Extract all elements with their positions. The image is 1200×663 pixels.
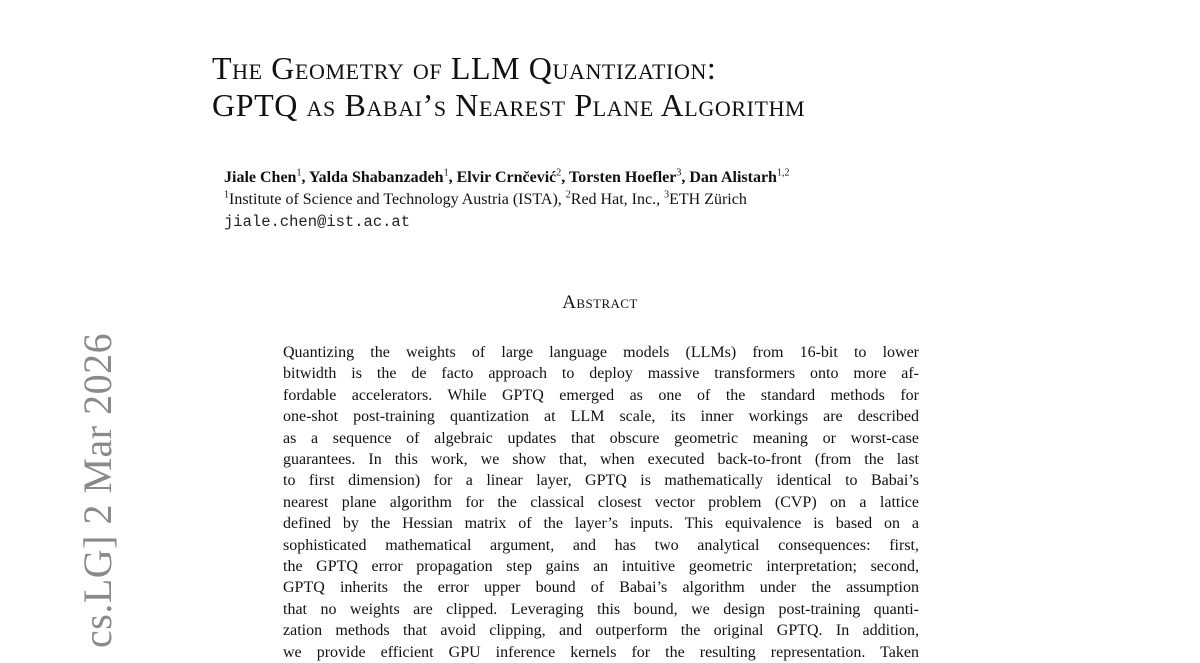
author-name: Torsten Hoefler	[568, 169, 677, 186]
author-name: Elvir Crnčević	[456, 169, 557, 186]
author-name: Jiale Chen	[224, 169, 297, 186]
abstract-line: Quantizing the weights of large language models (LLMs) from 16-bit to lower	[283, 344, 919, 361]
abstract-line: GPTQ inherits the error upper bound of Babai’s algorithm under the assumption	[283, 579, 919, 597]
author-affiliation-mark: 1	[296, 167, 302, 179]
affiliation-name: Institute of Science and Technology Austria (ISTA),	[229, 191, 566, 208]
abstract-line: bitwidth is the de facto approach to deploy massive transformers onto more af-	[283, 365, 919, 383]
abstract-body	[283, 342, 919, 663]
author-list	[224, 167, 789, 189]
paper-title	[212, 50, 805, 124]
arxiv-identifier-stamp: cs.LG] 2 Mar 2026	[75, 332, 120, 648]
author-affiliation-mark: 1,2	[776, 167, 790, 179]
abstract-line: as a sequence of algebraic updates that obscure geometric meaning or worst-case	[283, 429, 919, 447]
author-separator: ,	[448, 169, 457, 186]
abstract-heading: Abstract	[562, 292, 638, 313]
author-affiliation-mark: 3	[676, 167, 682, 179]
author-separator: ,	[681, 169, 690, 186]
author-affiliation-mark: 2	[556, 167, 562, 179]
author-name: Yalda Shabanzadeh	[308, 169, 444, 186]
affiliation-mark: 1	[224, 189, 229, 201]
abstract-line: one-shot post-training quantization at LLM scale, its inner workings are described	[283, 408, 919, 426]
abstract-line: to first dimension) for a linear layer, GPTQ is mathematically identical to Babai’s	[283, 472, 919, 490]
title-line-2: GPTQ as Babai’s Nearest Plane Algorithm	[212, 87, 806, 123]
title-line-1: The Geometry of LLM Quantization:	[212, 50, 717, 86]
affiliation-mark: 3	[664, 189, 670, 201]
abstract-line: guarantees. In this work, we show that, when executed back-to-front (from the last	[283, 451, 919, 469]
abstract-line: that no weights are clipped. Leveraging this bound, we design post-training quanti-	[283, 600, 919, 618]
author-separator: ,	[301, 169, 309, 186]
affiliation-name: ETH Zürich	[669, 191, 747, 208]
author-affiliation-mark: 1	[443, 167, 449, 179]
abstract-line: sophisticated mathematical argument, and has two analytical consequences: first,	[283, 536, 919, 554]
author-separator: ,	[561, 169, 569, 186]
abstract-line: zation methods that avoid clipping, and outperform the original GPTQ. In addition,	[283, 622, 919, 640]
abstract-line: the GPTQ error propagation step gains an intuitive geometric interpretation; second,	[283, 558, 919, 576]
affiliation-name: Red Hat, Inc.,	[570, 191, 665, 208]
affiliation-list	[224, 189, 789, 211]
abstract-line: nearest plane algorithm for the classical closest vector problem (CVP) on a lattice	[283, 493, 919, 511]
abstract-line: fordable accelerators. While GPTQ emerged as one of the standard methods for	[283, 386, 919, 404]
contact-email: jiale.chen@ist.ac.at	[224, 213, 411, 231]
affiliation-mark: 2	[565, 189, 571, 201]
abstract-line: we provide efficient GPU inference kernels for the resulting representation. Taken	[283, 643, 919, 661]
author-name: Dan Alistarh	[689, 169, 777, 186]
abstract-line: defined by the Hessian matrix of the layer’s inputs. This equivalence is based on a	[283, 515, 919, 533]
author-block	[224, 167, 789, 233]
